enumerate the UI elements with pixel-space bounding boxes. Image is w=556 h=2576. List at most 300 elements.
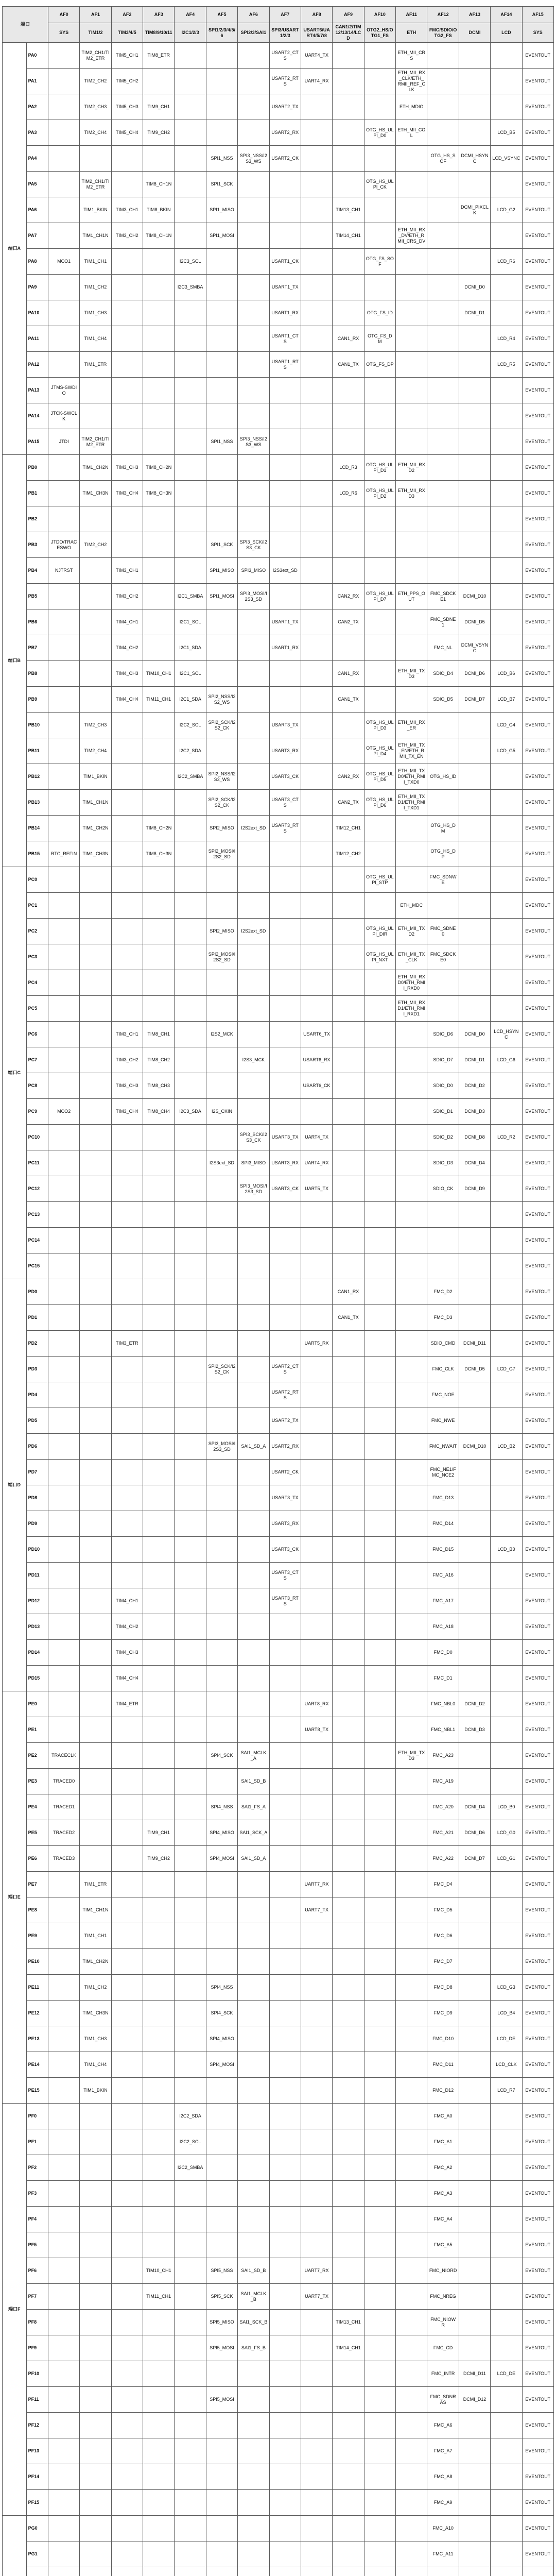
af-cell: FMC_D15 (427, 1537, 459, 1563)
af-cell (491, 2258, 522, 2284)
af-cell (48, 1949, 79, 1975)
af-cell: TIM4_ETR (111, 1691, 143, 1717)
af-cell: I2C3_SDA (175, 1099, 206, 1125)
af-cell (491, 506, 522, 532)
af-cell (238, 2413, 269, 2438)
af-cell: FMC_SDNE1 (427, 609, 459, 635)
af-cell (333, 1511, 364, 1537)
af-cell (396, 1253, 427, 1279)
af-cell (111, 1305, 143, 1331)
af-cell (80, 1460, 111, 1485)
af-cell (143, 764, 175, 790)
af-cell (111, 2258, 143, 2284)
af-cell (333, 2001, 364, 2026)
af-header: AF13 (459, 7, 490, 23)
af-cell (396, 2335, 427, 2361)
af-cell (238, 2001, 269, 2026)
af-cell (143, 378, 175, 403)
af-cell (364, 2001, 395, 2026)
af-cell (238, 1202, 269, 1228)
af-cell (396, 1331, 427, 1357)
pin-name: PA9 (26, 275, 48, 300)
af-cell: TIM3_CH1 (111, 197, 143, 223)
af-cell: TIM3_CH4 (111, 481, 143, 506)
af-cell: TIM1_CH3N (80, 841, 111, 867)
af-cell (396, 506, 427, 532)
af-cell (143, 2155, 175, 2181)
pin-name: PD13 (26, 1614, 48, 1640)
af-cell (143, 558, 175, 584)
af-cell (175, 378, 206, 403)
af-cell (206, 2207, 237, 2232)
af-cell (206, 1769, 237, 1794)
af-cell (206, 996, 237, 1022)
af-cell (48, 816, 79, 841)
peripheral-header: TIM3/4/5 (111, 23, 143, 43)
af-cell (427, 970, 459, 996)
af-cell (238, 2155, 269, 2181)
af-cell: CAN1_RX (333, 661, 364, 687)
af-cell (175, 326, 206, 352)
af-cell (175, 2026, 206, 2052)
af-cell: SDIO_D2 (427, 1125, 459, 1150)
af-cell (301, 1382, 332, 1408)
af-cell (143, 2541, 175, 2567)
af-cell (491, 275, 522, 300)
af-cell: TIM9_CH1 (143, 1820, 175, 1846)
af-cell (396, 2078, 427, 2104)
af-cell (459, 1614, 490, 1640)
af-cell: LCD_B4 (491, 2001, 522, 2026)
af-cell: EVENTOUT (522, 996, 553, 1022)
af-cell: USART2_CTS (269, 1357, 301, 1382)
af-cell (333, 1202, 364, 1228)
af-cell (175, 2361, 206, 2387)
af-cell (238, 249, 269, 275)
peripheral-header: SYS (522, 23, 553, 43)
af-cell: DCMI_D5 (459, 609, 490, 635)
af-cell (238, 661, 269, 687)
af-cell (427, 300, 459, 326)
af-cell (333, 2413, 364, 2438)
af-cell (269, 2052, 301, 2078)
af-cell (80, 2567, 111, 2576)
af-cell (491, 790, 522, 816)
af-cell (80, 944, 111, 970)
af-cell (301, 1305, 332, 1331)
af-cell (206, 2361, 237, 2387)
af-cell (333, 1099, 364, 1125)
af-cell (364, 1202, 395, 1228)
af-cell: EVENTOUT (522, 738, 553, 764)
table-row (3, 403, 554, 429)
af-cell: EVENTOUT (522, 2490, 553, 2516)
af-cell (459, 2516, 490, 2541)
af-cell: ETH_MII_TX_EN/ETH_RMII_TX_EN (396, 738, 427, 764)
af-cell (491, 481, 522, 506)
af-cell: EVENTOUT (522, 635, 553, 661)
af-cell (333, 635, 364, 661)
table-row (3, 1846, 554, 1872)
af-cell: ETH_MII_TXD3 (396, 1743, 427, 1769)
pin-name: PE12 (26, 2001, 48, 2026)
af-header: AF11 (396, 7, 427, 23)
pin-name: PE9 (26, 1923, 48, 1949)
pin-name: PE4 (26, 1794, 48, 1820)
af-cell (396, 2232, 427, 2258)
af-cell (143, 2207, 175, 2232)
af-cell (143, 1563, 175, 1588)
af-cell: TIM8_CH1 (143, 1022, 175, 1047)
af-cell (491, 1099, 522, 1125)
pin-name: PC7 (26, 1047, 48, 1073)
af-cell: SPI5_MOSI (206, 2387, 237, 2413)
af-cell (238, 1923, 269, 1949)
af-cell (333, 1331, 364, 1357)
af-cell (269, 893, 301, 919)
af-cell (80, 1511, 111, 1537)
af-cell: FMC_A23 (427, 1743, 459, 1769)
af-cell: SPI5_SCK (206, 2284, 237, 2310)
af-cell (48, 713, 79, 738)
af-cell (269, 1872, 301, 1897)
af-cell (396, 300, 427, 326)
af-cell: EVENTOUT (522, 1872, 553, 1897)
af-cell (333, 1382, 364, 1408)
pin-name: PC14 (26, 1228, 48, 1253)
af-cell: DCMI_D7 (459, 687, 490, 713)
table-row (3, 429, 554, 455)
af-cell (111, 2438, 143, 2464)
port-group-label: 端口A (3, 43, 27, 455)
af-cell: SPI3_SCK/I2S3_CK (238, 532, 269, 558)
af-cell: FMC_SDNE0 (427, 919, 459, 944)
af-cell (269, 2335, 301, 2361)
af-cell (364, 1099, 395, 1125)
table-row (3, 43, 554, 69)
af-cell (80, 2438, 111, 2464)
af-cell: OTG_HS_ULPI_D1 (364, 455, 395, 481)
af-cell (48, 2129, 79, 2155)
af-cell (238, 2490, 269, 2516)
af-cell (364, 378, 395, 403)
af-cell: SPI4_NSS (206, 1794, 237, 1820)
af-cell: OTG_HS_ULPI_D4 (364, 738, 395, 764)
table-row (3, 970, 554, 996)
af-cell: OTG_FS_SOF (364, 249, 395, 275)
af-cell (238, 223, 269, 249)
af-header: AF0 (48, 7, 79, 23)
table-row (3, 2129, 554, 2155)
af-cell: SPI1_NSS (206, 146, 237, 172)
peripheral-header: SPI3/USART1/2/3 (269, 23, 301, 43)
af-cell (238, 2026, 269, 2052)
peripheral-header: SYS (48, 23, 79, 43)
peripheral-header: OTG2_HS/OTG1_FS (364, 23, 395, 43)
af-cell (80, 2181, 111, 2207)
af-cell: SPI2_SCK/I2S2_CK (206, 790, 237, 816)
af-cell: EVENTOUT (522, 1460, 553, 1485)
af-cell (301, 1099, 332, 1125)
af-cell: EVENTOUT (522, 2464, 553, 2490)
pin-name: PD7 (26, 1460, 48, 1485)
af-cell: EVENTOUT (522, 481, 553, 506)
af-cell (333, 1846, 364, 1872)
af-cell (238, 1691, 269, 1717)
af-cell (364, 1357, 395, 1382)
af-cell (238, 1073, 269, 1099)
af-cell (459, 1588, 490, 1614)
table-row (3, 1794, 554, 1820)
table-row (3, 1460, 554, 1485)
af-cell: TIM3_CH4 (111, 1099, 143, 1125)
af-cell (48, 1485, 79, 1511)
pin-name: PF15 (26, 2490, 48, 2516)
af-cell (301, 2567, 332, 2576)
af-cell (80, 1073, 111, 1099)
af-cell: OTG_HS_ULPI_D3 (364, 713, 395, 738)
af-cell (269, 1640, 301, 1666)
af-cell (143, 2026, 175, 2052)
af-cell (333, 2078, 364, 2104)
af-cell (301, 2207, 332, 2232)
af-cell (238, 2541, 269, 2567)
af-cell (491, 764, 522, 790)
af-cell: FMC_NOE (427, 1382, 459, 1408)
pin-name: PE5 (26, 1820, 48, 1846)
af-cell (48, 2516, 79, 2541)
af-cell (238, 1460, 269, 1485)
af-cell: ETH_MII_RX_DV/ETH_RMII_CRS_DV (396, 223, 427, 249)
af-cell (48, 1022, 79, 1047)
af-cell: EVENTOUT (522, 764, 553, 790)
af-cell (301, 249, 332, 275)
af-cell (364, 146, 395, 172)
table-row (3, 1769, 554, 1794)
af-cell (206, 1640, 237, 1666)
af-cell: SPI1_SCK (206, 172, 237, 197)
af-cell (48, 2232, 79, 2258)
af-cell: JTCK-SWCLK (48, 403, 79, 429)
pin-name: PC6 (26, 1022, 48, 1047)
af-cell (491, 1717, 522, 1743)
af-cell: LCD_G0 (491, 1820, 522, 1846)
af-cell: OTG_FS_DP (364, 352, 395, 378)
af-cell (333, 2026, 364, 2052)
af-cell (491, 1485, 522, 1511)
af-cell (491, 2490, 522, 2516)
af-cell (269, 455, 301, 481)
af-cell: TIM10_CH1 (143, 2258, 175, 2284)
af-cell (364, 558, 395, 584)
af-cell (206, 661, 237, 687)
af-cell (48, 1228, 79, 1253)
af-cell: I2C1_SDA (175, 635, 206, 661)
af-cell (238, 687, 269, 713)
af-cell: I2C2_SDA (175, 2104, 206, 2129)
af-cell (459, 2335, 490, 2361)
af-cell (301, 1820, 332, 1846)
af-cell (206, 893, 237, 919)
af-cell (238, 2387, 269, 2413)
af-cell (48, 2052, 79, 2078)
af-cell: FMC_A1 (427, 2129, 459, 2155)
af-cell (48, 94, 79, 120)
af-cell (301, 2026, 332, 2052)
af-cell (206, 1408, 237, 1434)
af-cell (48, 2387, 79, 2413)
af-cell: USART1_RX (269, 300, 301, 326)
af-cell: UART8_RX (301, 1691, 332, 1717)
af-cell (143, 790, 175, 816)
pin-name: PA7 (26, 223, 48, 249)
af-cell: UART8_TX (301, 1717, 332, 1743)
af-cell (396, 2052, 427, 2078)
af-cell: EVENTOUT (522, 1357, 553, 1382)
af-cell (206, 635, 237, 661)
af-cell (111, 764, 143, 790)
af-cell (396, 429, 427, 455)
af-cell: SDIO_D7 (427, 1047, 459, 1073)
af-cell (364, 2207, 395, 2232)
af-cell (206, 69, 237, 94)
pin-name: PE14 (26, 2052, 48, 2078)
af-cell: TIM1_BKIN (80, 197, 111, 223)
af-cell: TIM1_ETR (80, 352, 111, 378)
af-cell (333, 1975, 364, 2001)
af-cell (301, 481, 332, 506)
af-cell: FMC_A22 (427, 1846, 459, 1872)
af-cell (269, 2232, 301, 2258)
table-row (3, 1717, 554, 1743)
af-cell (175, 2516, 206, 2541)
af-cell (80, 970, 111, 996)
af-cell: TRACED2 (48, 1820, 79, 1846)
af-cell (301, 2413, 332, 2438)
af-cell (143, 2310, 175, 2335)
af-cell (491, 2516, 522, 2541)
af-cell (301, 944, 332, 970)
af-cell (238, 275, 269, 300)
af-cell: CAN1_RX (333, 1279, 364, 1305)
af-cell: SPI4_MISO (206, 2026, 237, 2052)
af-cell (80, 1202, 111, 1228)
af-cell (111, 996, 143, 1022)
af-cell (427, 223, 459, 249)
af-cell (80, 1485, 111, 1511)
af-cell (143, 275, 175, 300)
af-cell (301, 2387, 332, 2413)
af-cell (48, 223, 79, 249)
af-cell: TIM4_CH3 (111, 1640, 143, 1666)
af-cell: EVENTOUT (522, 1846, 553, 1872)
table-row (3, 1743, 554, 1769)
af-cell: SAI1_MCLK_B (238, 2284, 269, 2310)
af-cell (491, 944, 522, 970)
af-cell (111, 300, 143, 326)
af-cell (333, 919, 364, 944)
af-cell (364, 1408, 395, 1434)
pin-name: PC0 (26, 867, 48, 893)
af-cell (111, 1485, 143, 1511)
af-cell (111, 378, 143, 403)
af-cell (396, 403, 427, 429)
pin-name: PE3 (26, 1769, 48, 1794)
af-cell (80, 1769, 111, 1794)
af-cell (143, 1331, 175, 1357)
af-cell: SPI5_NSS (206, 2258, 237, 2284)
af-cell (206, 275, 237, 300)
af-cell (143, 2387, 175, 2413)
af-cell (238, 867, 269, 893)
af-cell (111, 2181, 143, 2207)
table-row (3, 2078, 554, 2104)
af-cell: LCD_B5 (491, 120, 522, 146)
af-cell (48, 1382, 79, 1408)
af-cell: I2C1_SCL (175, 661, 206, 687)
af-cell (80, 1820, 111, 1846)
af-cell: I2S3ext_SD (269, 558, 301, 584)
af-cell (269, 1253, 301, 1279)
af-cell (238, 2567, 269, 2576)
af-cell: USART2_CTS (269, 43, 301, 69)
af-cell (48, 687, 79, 713)
af-cell (80, 687, 111, 713)
af-cell: FMC_D7 (427, 1949, 459, 1975)
af-cell: I2C1_SCL (175, 609, 206, 635)
af-cell (364, 635, 395, 661)
af-cell (333, 429, 364, 455)
table-row (3, 1125, 554, 1150)
af-cell: OTG_HS_ULPI_D2 (364, 481, 395, 506)
af-cell (427, 713, 459, 738)
af-cell: TIM3_CH2 (111, 223, 143, 249)
table-row (3, 661, 554, 687)
af-cell: LCD_DE (491, 2026, 522, 2052)
af-cell (206, 1073, 237, 1099)
af-cell: USART2_CK (269, 146, 301, 172)
af-cell: OTG_HS_ULPI_NXT (364, 944, 395, 970)
af-cell (333, 1691, 364, 1717)
af-cell (364, 1640, 395, 1666)
af-cell: SDIO_D1 (427, 1099, 459, 1125)
af-cell: EVENTOUT (522, 1408, 553, 1434)
af-cell (427, 506, 459, 532)
af-cell (111, 1202, 143, 1228)
af-cell (175, 2335, 206, 2361)
af-cell: FMC_A0 (427, 2104, 459, 2129)
af-cell (80, 893, 111, 919)
af-cell: DCMI_D1 (459, 300, 490, 326)
af-cell (459, 1897, 490, 1923)
af-cell (491, 2387, 522, 2413)
table-row (3, 2413, 554, 2438)
af-cell (238, 1022, 269, 1047)
af-cell (48, 1434, 79, 1460)
af-cell (206, 2413, 237, 2438)
af-cell (143, 1176, 175, 1202)
af-cell (491, 1460, 522, 1485)
port-group-label (3, 2516, 27, 2576)
af-cell: EVENTOUT (522, 1769, 553, 1794)
af-cell (238, 790, 269, 816)
af-cell (238, 1279, 269, 1305)
pin-name: PF5 (26, 2232, 48, 2258)
af-cell (396, 1382, 427, 1408)
af-cell: EVENTOUT (522, 1666, 553, 1691)
af-cell: FMC_A9 (427, 2490, 459, 2516)
pin-name: PB14 (26, 816, 48, 841)
